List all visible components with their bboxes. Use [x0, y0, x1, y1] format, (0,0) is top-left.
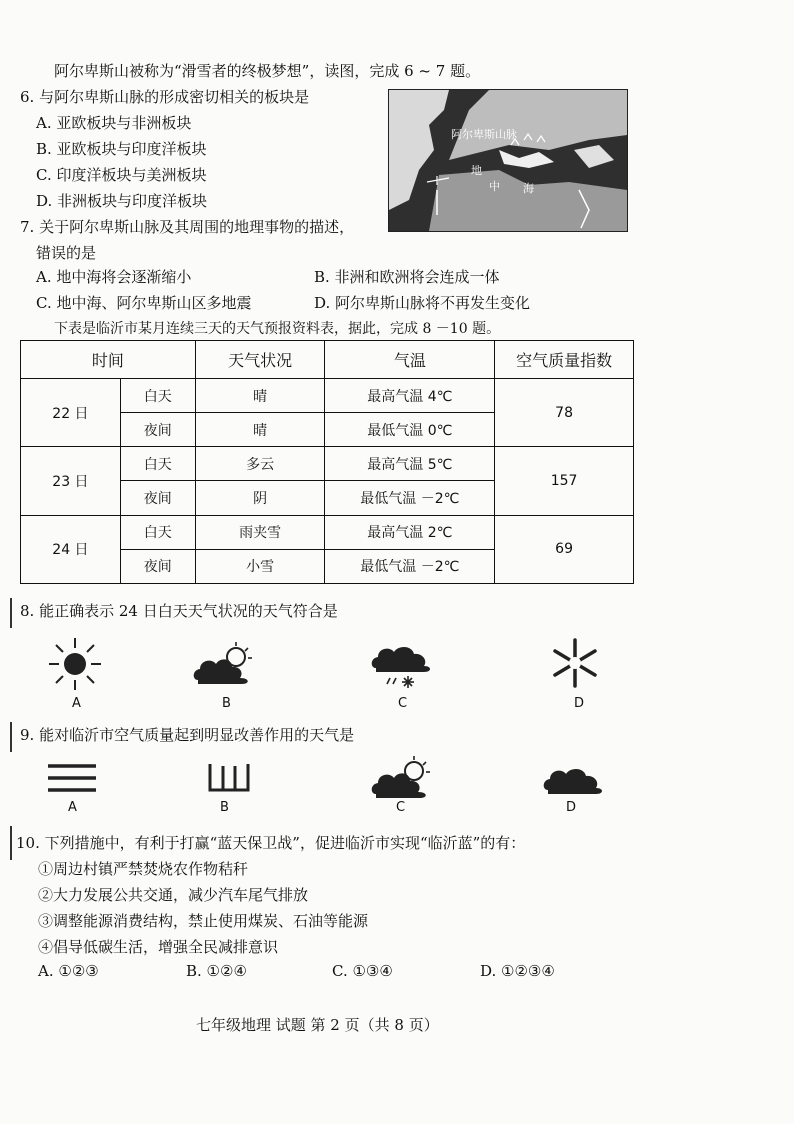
q6-option-c: C. 印度洋板块与美洲板块: [36, 166, 207, 184]
map-label-sea-1: 地: [471, 164, 482, 177]
weather-cell: 多云: [195, 447, 325, 481]
map-graphic: [389, 90, 627, 231]
sandstorm-icon: [206, 760, 252, 794]
q9-label-c: C: [396, 800, 406, 815]
q10-option-b: B. ①②④: [186, 962, 247, 980]
aqi-cell: 157: [495, 447, 634, 515]
q8-label-b: B: [222, 696, 231, 711]
alps-map: [388, 89, 628, 232]
q8-label-a: A: [72, 696, 81, 711]
q10-item-2: ②大力发展公共交通，减少汽车尾气排放: [38, 886, 309, 904]
table-row: [21, 515, 634, 549]
q9-label-a: A: [68, 800, 77, 815]
q6-option-d: D. 非洲板块与印度洋板块: [36, 192, 208, 210]
table-header-row: [21, 341, 634, 379]
period-cell: 夜间: [120, 481, 195, 515]
q6-option-a: A. 亚欧板块与非洲板块: [36, 114, 192, 132]
temp-cell: 最低气温 －2℃: [325, 549, 495, 583]
q6-option-b: B. 亚欧板块与印度洋板块: [36, 140, 207, 158]
q7-option-d: D. 阿尔卑斯山脉将不再发生变化: [314, 294, 531, 312]
q7-option-c: C. 地中海、阿尔卑斯山区多地震: [36, 294, 252, 312]
q7-option-b: B. 非洲和欧洲将会连成一体: [314, 268, 500, 286]
weather-cell: 阴: [195, 481, 325, 515]
weather-cell: 小雪: [195, 549, 325, 583]
q10-item-3: ③调整能源消费结构，禁止使用煤炭、石油等能源: [38, 912, 369, 930]
q10-stem: 10. 下列措施中，有利于打赢“蓝天保卫战”，促进临沂市实现“临沂蓝”的有：: [16, 834, 526, 852]
q7-stem-line2: 错误的是: [36, 244, 97, 262]
overcast-icon: [542, 760, 604, 796]
header-weather: 天气状况: [195, 341, 325, 379]
q9-label-d: D: [566, 800, 577, 815]
header-temp: 气温: [325, 341, 495, 379]
snowflake-icon: [548, 636, 602, 690]
weather-cell: 雨夹雪: [195, 515, 325, 549]
day-cell: 22 日: [21, 379, 121, 447]
day-cell: 23 日: [21, 447, 121, 515]
period-cell: 白天: [120, 515, 195, 549]
page-footer: 七年级地理 试题 第 2 页（共 8 页）: [196, 1016, 439, 1034]
q10-item-1: ①周边村镇严禁焚烧农作物秸秆: [38, 860, 249, 878]
table-row: [21, 379, 634, 413]
aqi-cell: 78: [495, 379, 634, 447]
margin-bracket: [10, 826, 12, 860]
map-label-sea-2: 中: [489, 180, 500, 193]
map-label-alps: 阿尔卑斯山脉: [451, 128, 517, 141]
period-cell: 白天: [120, 379, 195, 413]
day-cell: 24 日: [21, 515, 121, 583]
period-cell: 夜间: [120, 549, 195, 583]
aqi-cell: 69: [495, 515, 634, 583]
weather-forecast-table: [20, 340, 634, 584]
q9-label-b: B: [220, 800, 229, 815]
header-aqi: 空气质量指数: [495, 341, 634, 379]
temp-cell: 最高气温 5℃: [325, 447, 495, 481]
temp-cell: 最低气温 －2℃: [325, 481, 495, 515]
q8-label-c: C: [398, 696, 408, 711]
q7-option-a: A. 地中海将会逐渐缩小: [36, 268, 192, 286]
q9-stem: 9. 能对临沂市空气质量起到明显改善作用的天气是: [20, 726, 355, 744]
period-cell: 夜间: [120, 413, 195, 447]
map-label-sea-3: 海: [523, 182, 534, 195]
intro-weather: 下表是临沂市某月连续三天的天气预报资料表，据此，完成 8 －10 题。: [54, 321, 501, 337]
period-cell: 白天: [120, 447, 195, 481]
q8-label-d: D: [574, 696, 585, 711]
temp-cell: 最高气温 2℃: [325, 515, 495, 549]
q10-option-c: C. ①③④: [332, 962, 393, 980]
header-time: 时间: [21, 341, 196, 379]
temp-cell: 最高气温 4℃: [325, 379, 495, 413]
weather-cell: 晴: [195, 413, 325, 447]
q7-stem-line1: 7. 关于阿尔卑斯山脉及其周围的地理事物的描述，: [20, 218, 355, 236]
margin-bracket: [10, 722, 12, 752]
fog-icon: [46, 762, 98, 794]
partly-cloudy-icon: [192, 640, 258, 686]
q8-stem: 8. 能正确表示 24 日白天天气状况的天气符合是: [20, 602, 338, 620]
q10-option-d: D. ①②③④: [480, 962, 555, 980]
temp-cell: 最低气温 0℃: [325, 413, 495, 447]
q10-option-a: A. ①②③: [38, 962, 99, 980]
q10-item-4: ④倡导低碳生活，增强全民减排意识: [38, 938, 279, 956]
weather-cell: 晴: [195, 379, 325, 413]
q6-stem: 6. 与阿尔卑斯山脉的形成密切相关的板块是: [20, 88, 310, 106]
margin-bracket: [10, 598, 12, 628]
sunny-icon: [44, 636, 106, 692]
partly-cloudy-icon: [370, 754, 436, 800]
table-row: [21, 447, 634, 481]
sleet-icon: [370, 640, 436, 690]
intro-alps: 阿尔卑斯山被称为“滑雪者的终极梦想”，读图，完成 6 ~ 7 题。: [54, 62, 481, 80]
